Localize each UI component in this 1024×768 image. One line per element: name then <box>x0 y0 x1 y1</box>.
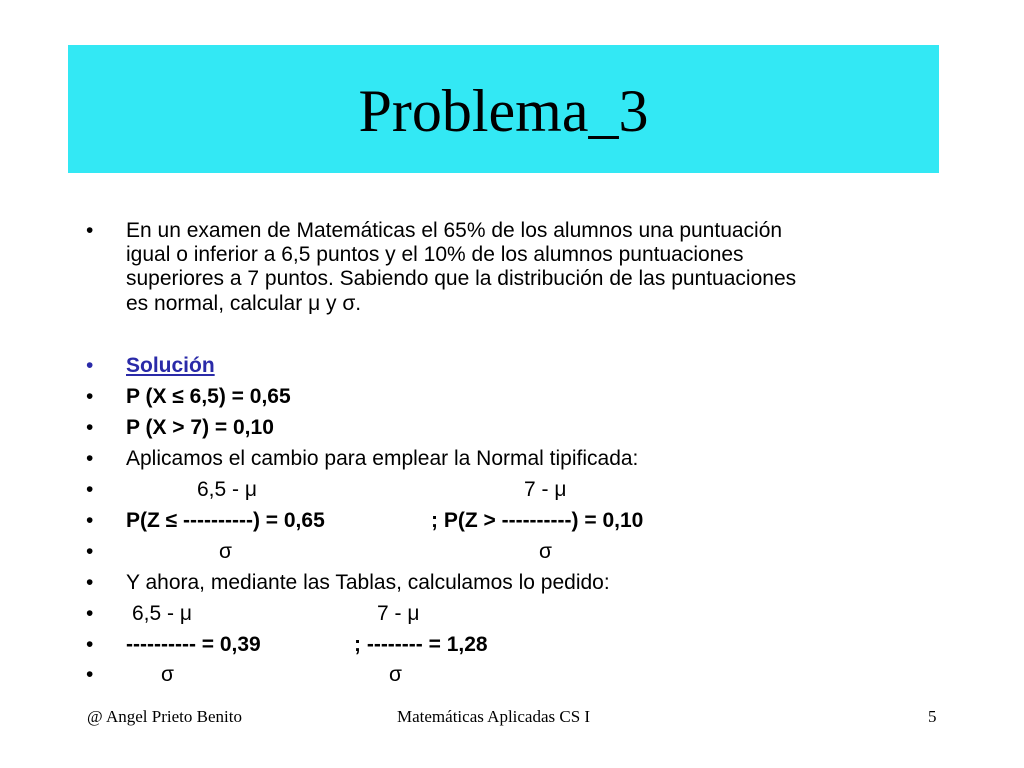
slide-title: Problema_3 <box>358 78 649 144</box>
numerator-1b: 7 - μ <box>524 478 567 501</box>
prob-line-2: P (X > 7) = 0,10 <box>126 416 274 439</box>
prob-line-1: P (X ≤ 6,5) = 0,65 <box>126 385 291 408</box>
bullet-marker: • <box>86 509 94 532</box>
intro-line-2: igual o inferior a 6,5 puntos y el 10% de los alumnos puntuaciones <box>126 243 744 266</box>
intro-line-1: En un examen de Matemáticas el 65% de los alumnos una puntuación <box>126 219 783 242</box>
sigma-2b: σ <box>389 663 402 686</box>
bullet-marker: • <box>86 571 94 594</box>
intro-line-4: es normal, calcular μ y σ. <box>126 292 362 315</box>
bullet-marker: • <box>86 602 94 625</box>
bullet-marker: • <box>86 447 94 470</box>
bullet-marker: • <box>86 663 94 686</box>
numerator-2a: 6,5 - μ <box>132 602 192 625</box>
bullet-marker: • <box>86 354 94 377</box>
tablas-line: Y ahora, mediante las Tablas, calculamos lo pedido: <box>126 571 610 594</box>
result-2a: ---------- = 0,39 <box>126 633 261 656</box>
fraction-1a: P(Z ≤ ----------) = 0,65 <box>126 509 325 532</box>
bullet-marker: • <box>86 540 94 563</box>
footer-author: @ Angel Prieto Benito <box>87 707 242 726</box>
footer-page-number: 5 <box>928 707 937 726</box>
footer-course: Matemáticas Aplicadas CS I <box>397 707 591 726</box>
result-2b: ; -------- = 1,28 <box>354 633 488 656</box>
bullet-marker: • <box>86 219 94 242</box>
bullet-marker: • <box>86 385 94 408</box>
solution-link[interactable]: Solución <box>126 354 215 377</box>
numerator-1a: 6,5 - μ <box>197 478 257 501</box>
numerator-2b: 7 - μ <box>377 602 420 625</box>
sigma-2a: σ <box>161 663 174 686</box>
sigma-1a: σ <box>219 540 232 563</box>
fraction-1b: ; P(Z > ----------) = 0,10 <box>431 509 644 532</box>
intro-line-3: superiores a 7 puntos. Sabiendo que la distribución de las puntuaciones <box>126 267 797 290</box>
bullet-marker: • <box>86 416 94 439</box>
sigma-1b: σ <box>539 540 552 563</box>
bullet-marker: • <box>86 478 94 501</box>
bullet-marker: • <box>86 633 94 656</box>
cambio-line: Aplicamos el cambio para emplear la Normal tipificada: <box>126 447 639 470</box>
